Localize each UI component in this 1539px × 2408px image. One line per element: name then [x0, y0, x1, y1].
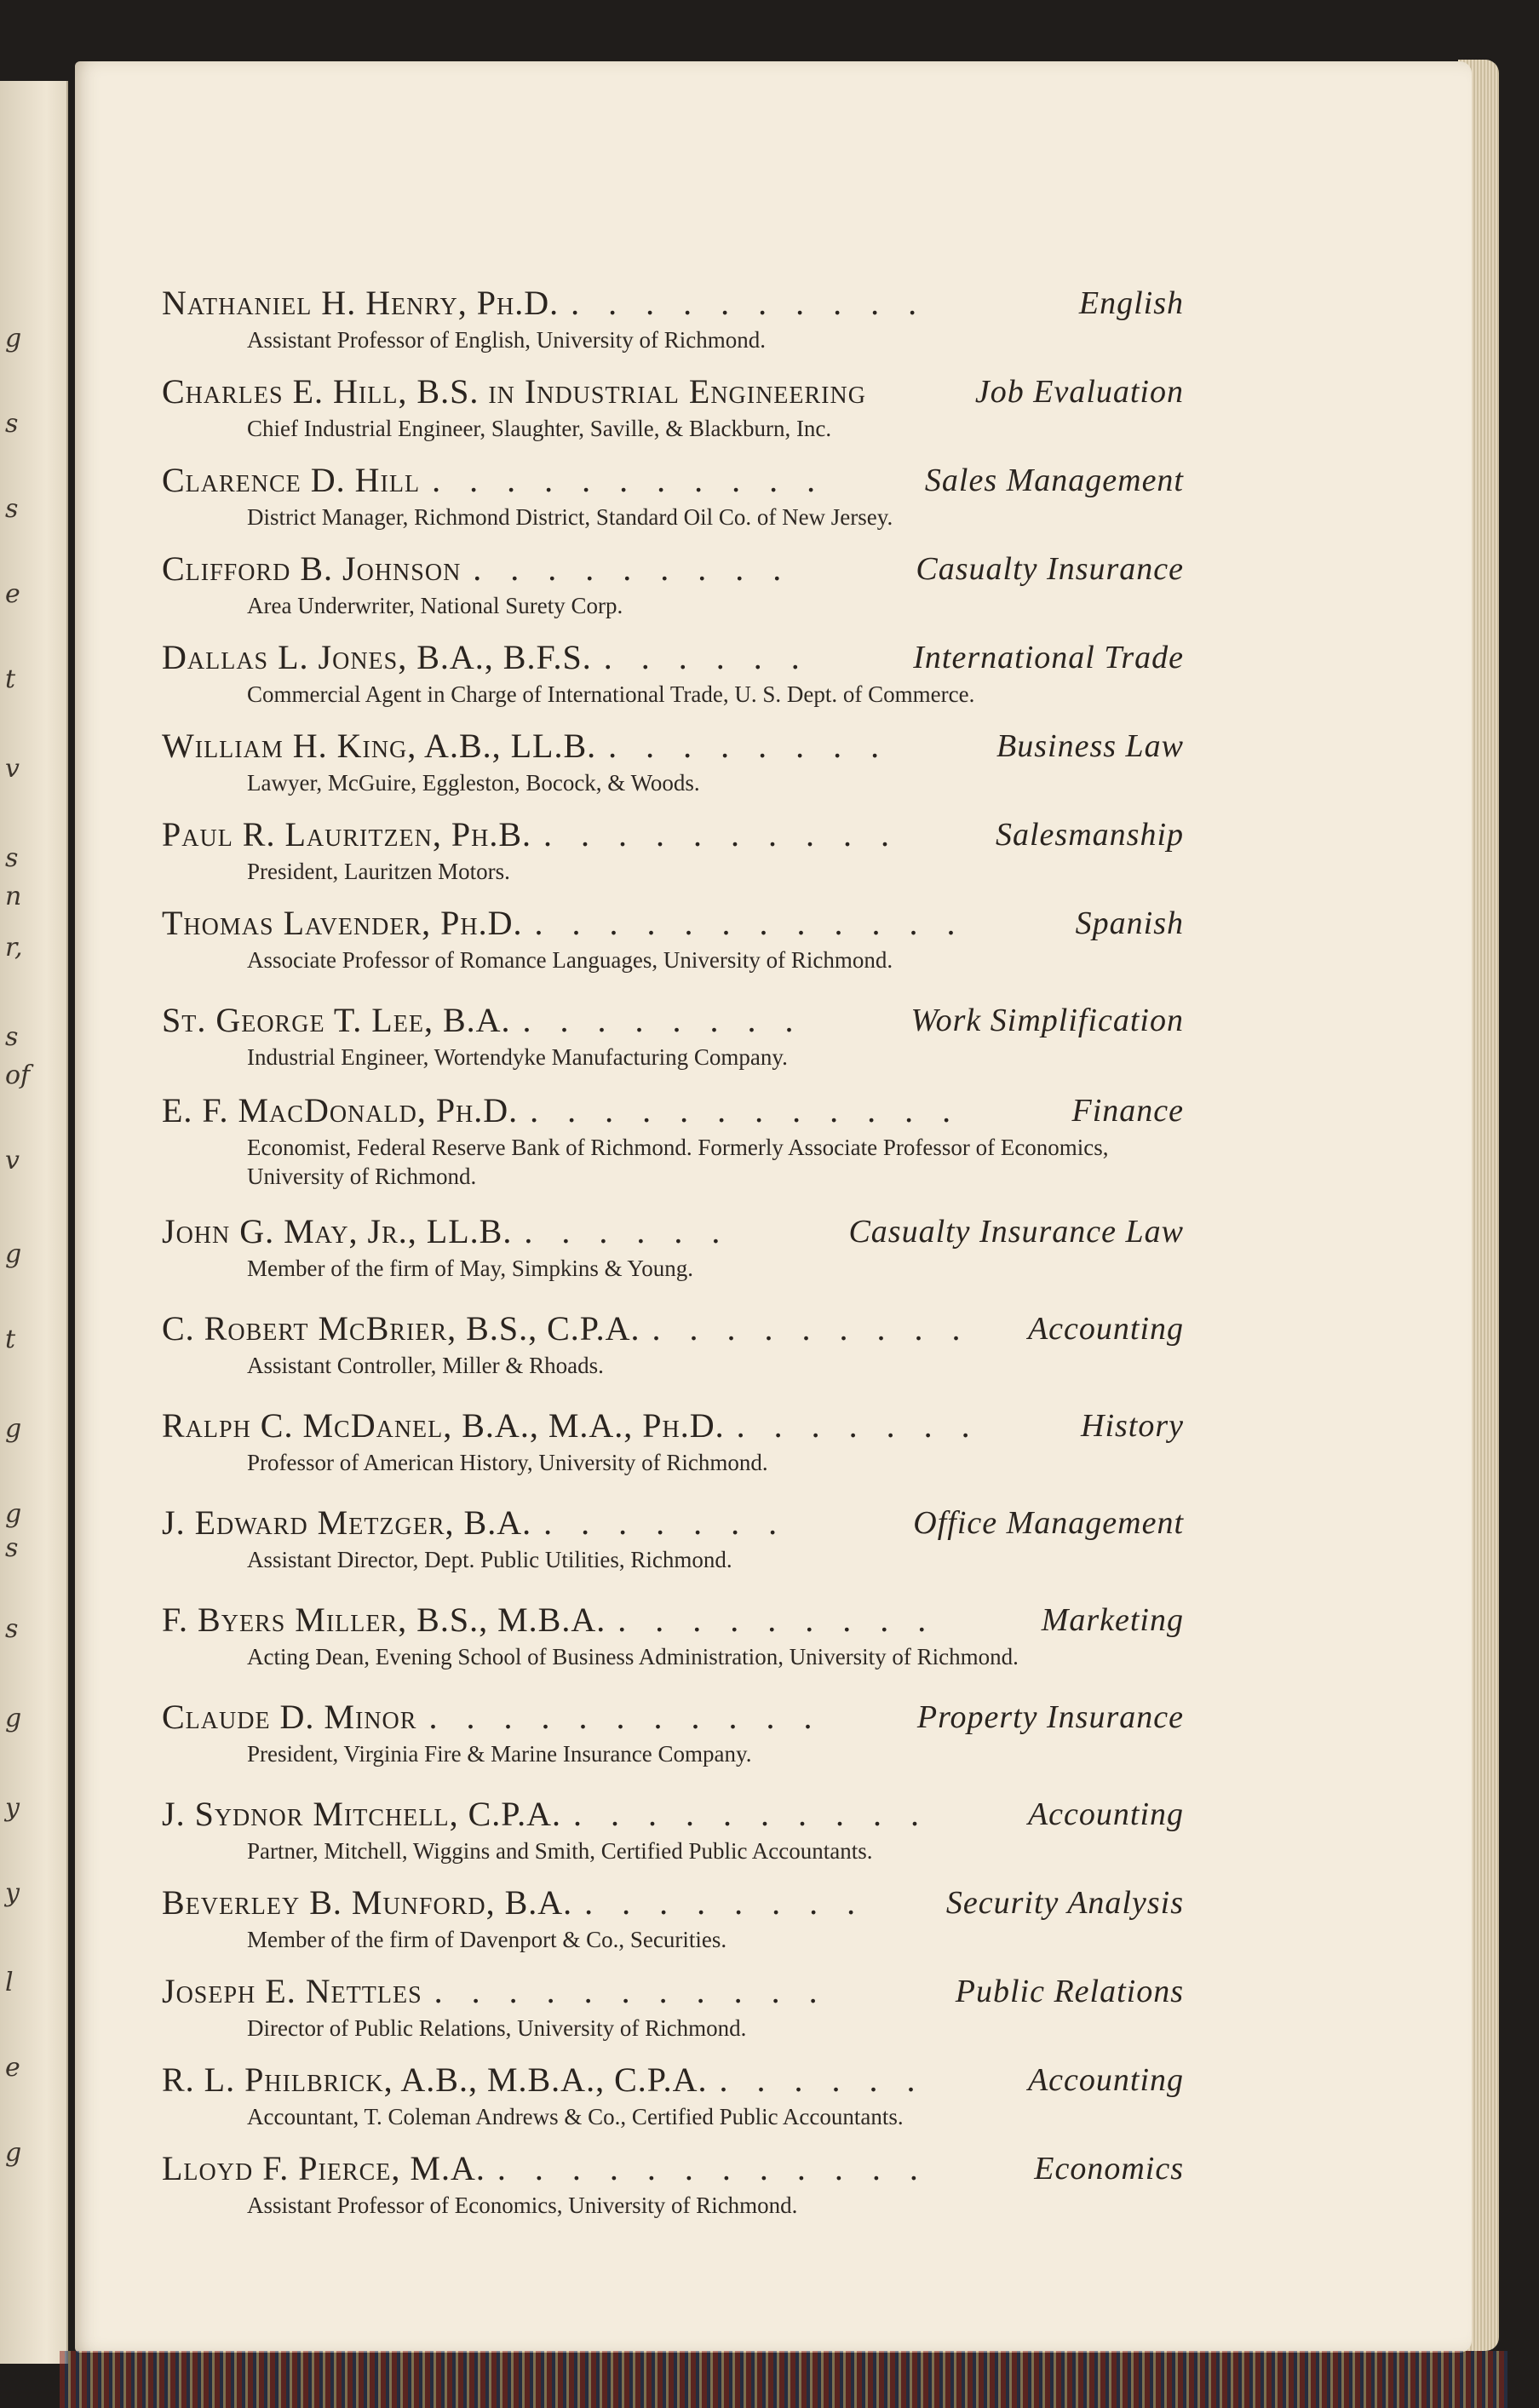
faculty-subject: International Trade — [913, 640, 1184, 675]
faculty-entry — [162, 1501, 1184, 1574]
faculty-entry — [162, 635, 1184, 709]
faculty-entry — [162, 1210, 1184, 1283]
margin-letter: g — [5, 2138, 22, 2168]
faculty-subject: Marketing — [1041, 1602, 1184, 1638]
faculty-role: Area Underwriter, National Surety Corp. — [247, 593, 623, 618]
binding-strip — [60, 2351, 1507, 2408]
dot-leader: . . . . . . . . . . — [572, 1795, 929, 1833]
margin-letter: s — [5, 494, 19, 524]
faculty-subject: Finance — [1071, 1093, 1184, 1129]
faculty-role: Assistant Director, Dept. Public Utilities, Richmond. — [247, 1547, 732, 1572]
faculty-name: William H. King, A.B., LL.B. — [162, 727, 597, 765]
margin-letter: e — [5, 579, 20, 609]
margin-letter: r, — [5, 933, 23, 963]
dot-leader: . . . . . . . . — [608, 727, 890, 765]
faculty-name: Charles E. Hill, B.S. in Industrial Engineering — [162, 372, 866, 411]
faculty-entry — [162, 1695, 1184, 1768]
dot-leader: . . . . . . . . . . — [543, 815, 900, 853]
dot-leader: . . . . . . . . . . . — [428, 1698, 823, 1736]
faculty-subject: Sales Management — [924, 463, 1184, 498]
faculty-role: Assistant Controller, Miller & Rhoads. — [247, 1353, 604, 1378]
faculty-subject: Salesmanship — [996, 817, 1184, 853]
faculty-entry — [162, 458, 1184, 532]
faculty-entry — [162, 1089, 1184, 1191]
dot-leader: . . . . . . . . . . . . — [534, 904, 966, 942]
faculty-subject: Public Relations — [955, 1974, 1184, 2009]
faculty-entry — [162, 1598, 1184, 1671]
margin-letter: v — [5, 754, 20, 784]
faculty-entry — [162, 1404, 1184, 1477]
faculty-subject: Casualty Insurance Law — [848, 1214, 1184, 1250]
faculty-role: Partner, Mitchell, Wiggins and Smith, Certified Public Accountants. — [247, 1838, 873, 1864]
margin-letter: y — [5, 1878, 20, 1908]
dot-leader: . . . . . . . . . . . . — [530, 1091, 962, 1129]
faculty-name: E. F. MacDonald, Ph.D. — [162, 1091, 519, 1129]
faculty-subject: Casualty Insurance — [916, 551, 1184, 587]
faculty-name: Dallas L. Jones, B.A., B.F.S. — [162, 638, 592, 676]
margin-letter: g — [5, 1239, 22, 1269]
faculty-name: Thomas Lavender, Ph.D. — [162, 904, 523, 942]
margin-letter: e — [5, 2053, 20, 2083]
faculty-name: St. George T. Lee, B.A. — [162, 1001, 511, 1039]
faculty-subject: Property Insurance — [916, 1699, 1184, 1735]
faculty-subject: History — [1081, 1408, 1184, 1444]
faculty-role: Assistant Professor of English, University of Richmond. — [247, 327, 766, 353]
margin-letter: s — [5, 1614, 19, 1644]
faculty-subject: Spanish — [1075, 905, 1184, 941]
faculty-name: J. Edward Metzger, B.A. — [162, 1503, 532, 1542]
faculty-entry — [162, 1307, 1184, 1380]
faculty-role: Assistant Professor of Economics, University of Richmond. — [247, 2192, 798, 2218]
faculty-name: Nathaniel H. Henry, Ph.D. — [162, 284, 560, 322]
faculty-name: J. Sydnor Mitchell, C.P.A. — [162, 1795, 561, 1833]
faculty-role: President, Lauritzen Motors. — [247, 859, 510, 884]
faculty-role: Lawyer, McGuire, Eggleston, Bocock, & Woods. — [247, 770, 700, 796]
faculty-role: Chief Industrial Engineer, Slaughter, Saville, & Blackburn, Inc. — [247, 416, 832, 441]
faculty-entry — [162, 998, 1184, 1072]
dot-leader: . . . . . . . . — [522, 1001, 804, 1039]
margin-letter: l — [5, 1968, 14, 1997]
faculty-name: Clarence D. Hill — [162, 461, 421, 499]
faculty-subject: Work Simplification — [910, 1003, 1184, 1038]
dot-leader: . . . . . . . . — [584, 1883, 866, 1922]
faculty-role: Commercial Agent in Charge of International Trade, U. S. Dept. of Commerce. — [247, 681, 975, 707]
faculty-subject: Accounting — [1027, 2062, 1184, 2098]
faculty-name: Lloyd F. Pierce, M.A. — [162, 2149, 485, 2187]
dot-leader: . . . . . . . . . . . — [432, 461, 826, 499]
margin-letter: of — [5, 1060, 31, 1090]
dot-leader: . . . . . . — [524, 1212, 731, 1250]
faculty-role: Director of Public Relations, University of Richmond. — [247, 2015, 747, 2041]
faculty-entry — [162, 1969, 1184, 2043]
faculty-name: John G. May, Jr., LL.B. — [162, 1212, 513, 1250]
faculty-role: Member of the firm of Davenport & Co., Securities. — [247, 1927, 727, 1952]
faculty-name: Clifford B. Johnson — [162, 549, 462, 588]
faculty-entry — [162, 281, 1184, 354]
faculty-entry — [162, 724, 1184, 797]
faculty-subject: Office Management — [913, 1505, 1184, 1541]
faculty-name: Beverley B. Munford, B.A. — [162, 1883, 573, 1922]
dot-leader: . . . . . . . . . . . — [434, 1972, 828, 2010]
dot-leader: . . . . . . . . . . . . — [497, 2149, 928, 2187]
faculty-name: R. L. Philbrick, A.B., M.B.A., C.P.A. — [162, 2060, 708, 2099]
previous-page-edge — [0, 81, 68, 2364]
faculty-name: Paul R. Lauritzen, Ph.B. — [162, 815, 532, 853]
faculty-role: Accountant, T. Coleman Andrews & Co., Certified Public Accountants. — [247, 2104, 904, 2129]
faculty-subject: Security Analysis — [945, 1885, 1184, 1921]
faculty-entry — [162, 813, 1184, 886]
margin-letter: s — [5, 1533, 19, 1563]
faculty-name: F. Byers Miller, B.S., M.B.A. — [162, 1601, 606, 1639]
faculty-role: Economist, Federal Reserve Bank of Richmond. Formerly Associate Professor of Economics, University of Richmond. — [247, 1135, 1109, 1189]
margin-letter: v — [5, 1146, 20, 1175]
faculty-role: District Manager, Richmond District, Standard Oil Co. of New Jersey. — [247, 504, 893, 530]
faculty-entry — [162, 901, 1184, 974]
dot-leader: . . . . . . . . . — [473, 549, 792, 588]
margin-letter: t — [5, 664, 16, 694]
dot-leader: . . . . . . — [603, 638, 810, 676]
faculty-subject: Economics — [1034, 2151, 1184, 2187]
margin-letter: n — [5, 882, 22, 911]
faculty-entry — [162, 2147, 1184, 2220]
margin-letter: g — [5, 1704, 22, 1733]
faculty-entry — [162, 1881, 1184, 1954]
dot-leader: . . . . . . . . . . — [571, 284, 927, 322]
faculty-entry — [162, 370, 1184, 443]
faculty-subject: Job Evaluation — [974, 374, 1184, 410]
margin-letter: s — [5, 843, 19, 873]
faculty-name: Claude D. Minor — [162, 1698, 417, 1736]
faculty-subject: Accounting — [1027, 1796, 1184, 1832]
margin-letter: g — [5, 324, 22, 353]
dot-leader: . . . . . . . . . — [652, 1309, 971, 1348]
faculty-role: Acting Dean, Evening School of Business Administration, University of Richmond. — [247, 1644, 1019, 1670]
faculty-name: Ralph C. McDanel, B.A., M.A., Ph.D. — [162, 1406, 725, 1445]
faculty-role: Industrial Engineer, Wortendyke Manufacturing Company. — [247, 1044, 788, 1070]
margin-letter: g — [5, 1499, 22, 1529]
margin-letter: t — [5, 1325, 16, 1354]
margin-letter: s — [5, 409, 19, 439]
faculty-entry — [162, 1792, 1184, 1865]
dot-leader: . . . . . . . — [543, 1503, 788, 1542]
dot-leader: . . . . . . — [719, 2060, 926, 2099]
faculty-name: C. Robert McBrier, B.S., C.P.A. — [162, 1309, 640, 1348]
faculty-subject: Accounting — [1027, 1311, 1184, 1347]
faculty-role: Associate Professor of Romance Languages, University of Richmond. — [247, 947, 893, 973]
margin-letter: y — [5, 1793, 20, 1823]
faculty-role: Member of the firm of May, Simpkins & Young. — [247, 1256, 693, 1281]
margin-letter: s — [5, 1022, 19, 1052]
dot-leader: . . . . . . . — [736, 1406, 980, 1445]
faculty-subject: Business Law — [996, 728, 1184, 764]
dot-leader: . . . . . . . . . — [617, 1601, 937, 1639]
faculty-subject: English — [1078, 285, 1184, 321]
faculty-role: Professor of American History, University of Richmond. — [247, 1450, 768, 1475]
margin-letter: g — [5, 1414, 22, 1444]
faculty-entry — [162, 547, 1184, 620]
faculty-name: Joseph E. Nettles — [162, 1972, 422, 2010]
faculty-role: President, Virginia Fire & Marine Insurance Company. — [247, 1741, 752, 1767]
faculty-entry — [162, 2058, 1184, 2131]
